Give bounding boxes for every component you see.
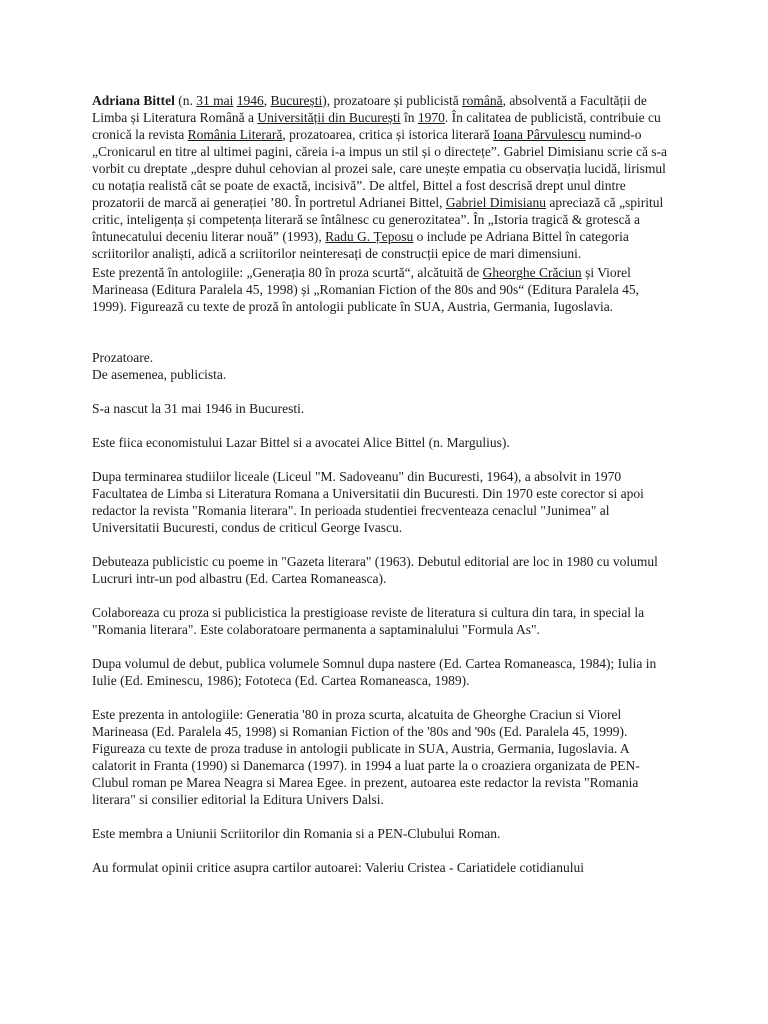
text-run: apreciază că „spiritul critic, inteligența și competența literară se întâlnesc cu generozitatea”. În „Istoria tragică & grotescă a întunecatului deceniu literar nouă” (1993), [92,195,664,244]
document-page [92,92,672,876]
text-run: și Viorel Marineasa (Editura Paralela 45, 1998) și „Romanian Fiction of the 80s and 90s“ (Editura Paralela 45, 1999). Figurează cu texte de proză în antologii publicate în SUA, Austria, Germania, Iugoslavia. [92,265,639,314]
author-name: Adriana Bittel [92,93,175,108]
debut-paragraph: Debuteaza publicistic cu poeme in "Gazeta literara" (1963). Debutul editorial are loc in 1980 cu volumul Lucruri intr-un pod albastru (Ed. Cartea Romaneasca). [92,554,658,586]
spacer [92,315,672,349]
critics-paragraph: Au formulat opinii critice asupra cartilor autoarei: Valeriu Cristea - Cariatidele cotidianului [92,860,584,875]
bio-section [92,349,672,876]
birth-paragraph: S-a nascut la 31 mai 1946 in Bucuresti. [92,401,305,416]
link-1970[interactable]: 1970 [417,110,445,125]
text-run: . În calitatea de publicistă, contribuie cu cronică la revista [92,110,661,142]
parents-paragraph: Este fiica economistului Lazar Bittel si a avocatei Alice Bittel (n. Margulius). [92,435,510,450]
link-birth-year[interactable]: 1946 [236,93,264,108]
link-birth-date[interactable]: 31 mai [196,93,234,108]
text-run: (n. [174,93,197,108]
text-run: numind-o „Cronicarul en titre al ultimei pagini, căreia i-a impus un stil și o directețe”. Gabriel Dimisianu scrie că s-a vorbit cu dreptate „despre duhul cehovian al prozei sale, care unește empatia cu observația lucidă, lirismul cu notația realistă cât se poate de exactă, incisivă”. De altfel, Bittel a fost descrisă drept unul dintre prozatorii de marcă ai generației ’80. În portretul Adrianei Bittel, [92,127,668,210]
link-gheorghe-craciun[interactable]: Gheorghe Crăciun [482,265,582,280]
text-run: Este prezentă în antologiile: „Generația 80 în proza scurtă“, alcătuită de [92,265,483,280]
studies-paragraph: Dupa terminarea studiilor liceale (Liceul "M. Sadoveanu" din Bucuresti, 1964), a absolvit in 1970 Facultatea de Limba si Literatura Romana a Universitatii din Bucuresti. Din 1970 este corector si apoi redactor la revista "Romania literara". In perioada studentiei frecventeaza cenaclul "Junimea" al Universitatii Bucuresti, condus de criticul George Ivascu. [92,469,644,535]
membership-paragraph: Este membra a Uniunii Scriitorilor din Romania si a PEN-Clubului Roman. [92,826,501,841]
text-run: , prozatoarea, critica și istorica literară [282,127,494,142]
link-romana[interactable]: română [462,93,503,108]
profession-line: Prozatoare. [92,350,154,365]
publicist-line: De asemenea, publicista. [92,367,227,382]
link-gabriel-dimisianu[interactable]: Gabriel Dimisianu [445,195,546,210]
wiki-section [92,92,672,315]
anthology-paragraph [92,264,672,315]
link-universitate[interactable]: Universității din București [257,110,401,125]
text-run: , absolventă a Facultății de Limba și Literatura Română a [92,93,647,125]
text-run: o include pe Adriana Bittel în categoria scriitorilor analiști, adică a scriitorilor neinteresați de construcții epice de mari dimensiuni. [92,229,629,261]
link-bucuresti[interactable]: București [270,93,323,108]
text-run: în [400,110,418,125]
text-run: , [263,93,271,108]
text-run: ), prozatoare și publicistă [322,93,463,108]
volumes-paragraph: Dupa volumul de debut, publica volumele Somnul dupa nastere (Ed. Cartea Romaneasca, 1984); Iulia in Iulie (Ed. Eminescu, 1986); Fototeca (Ed. Cartea Romaneasca, 1989). [92,656,657,688]
bio-paragraph [92,92,672,262]
link-radu-teposu[interactable]: Radu G. Țeposu [325,229,414,244]
link-ioana-parvulescu[interactable]: Ioana Pârvulescu [493,127,586,142]
collaboration-paragraph: Colaboreaza cu proza si publicistica la prestigioase reviste de literatura si cultura din tara, in special la "Romania literara". Este colaboratoare permanenta a saptaminalului "Formula As". [92,605,645,637]
link-romania-literara[interactable]: România Literară [187,127,283,142]
anthologies-paragraph: Este prezenta in antologiile: Generatia '80 in proza scurta, alcatuita de Gheorghe Craciun si Viorel Marineasa (Ed. Paralela 45, 1998) si Romanian Fiction of the '80s and '90s (Ed. Paralela 45, 1999). Figureaza cu texte de proza traduse in antologii publicate in SUA, Austria, Germania, Iugoslavia. A calatorit in Franta (1990) si Danemarca (1997). in 1994 a luat parte la o croaziera organizata de PEN-Clubul roman pe Marea Neagra si Marea Egee. in prezent, autoarea este redactor la revista "Romania literara" si consilier editorial la Editura Univers Dalsi. [92,707,640,807]
